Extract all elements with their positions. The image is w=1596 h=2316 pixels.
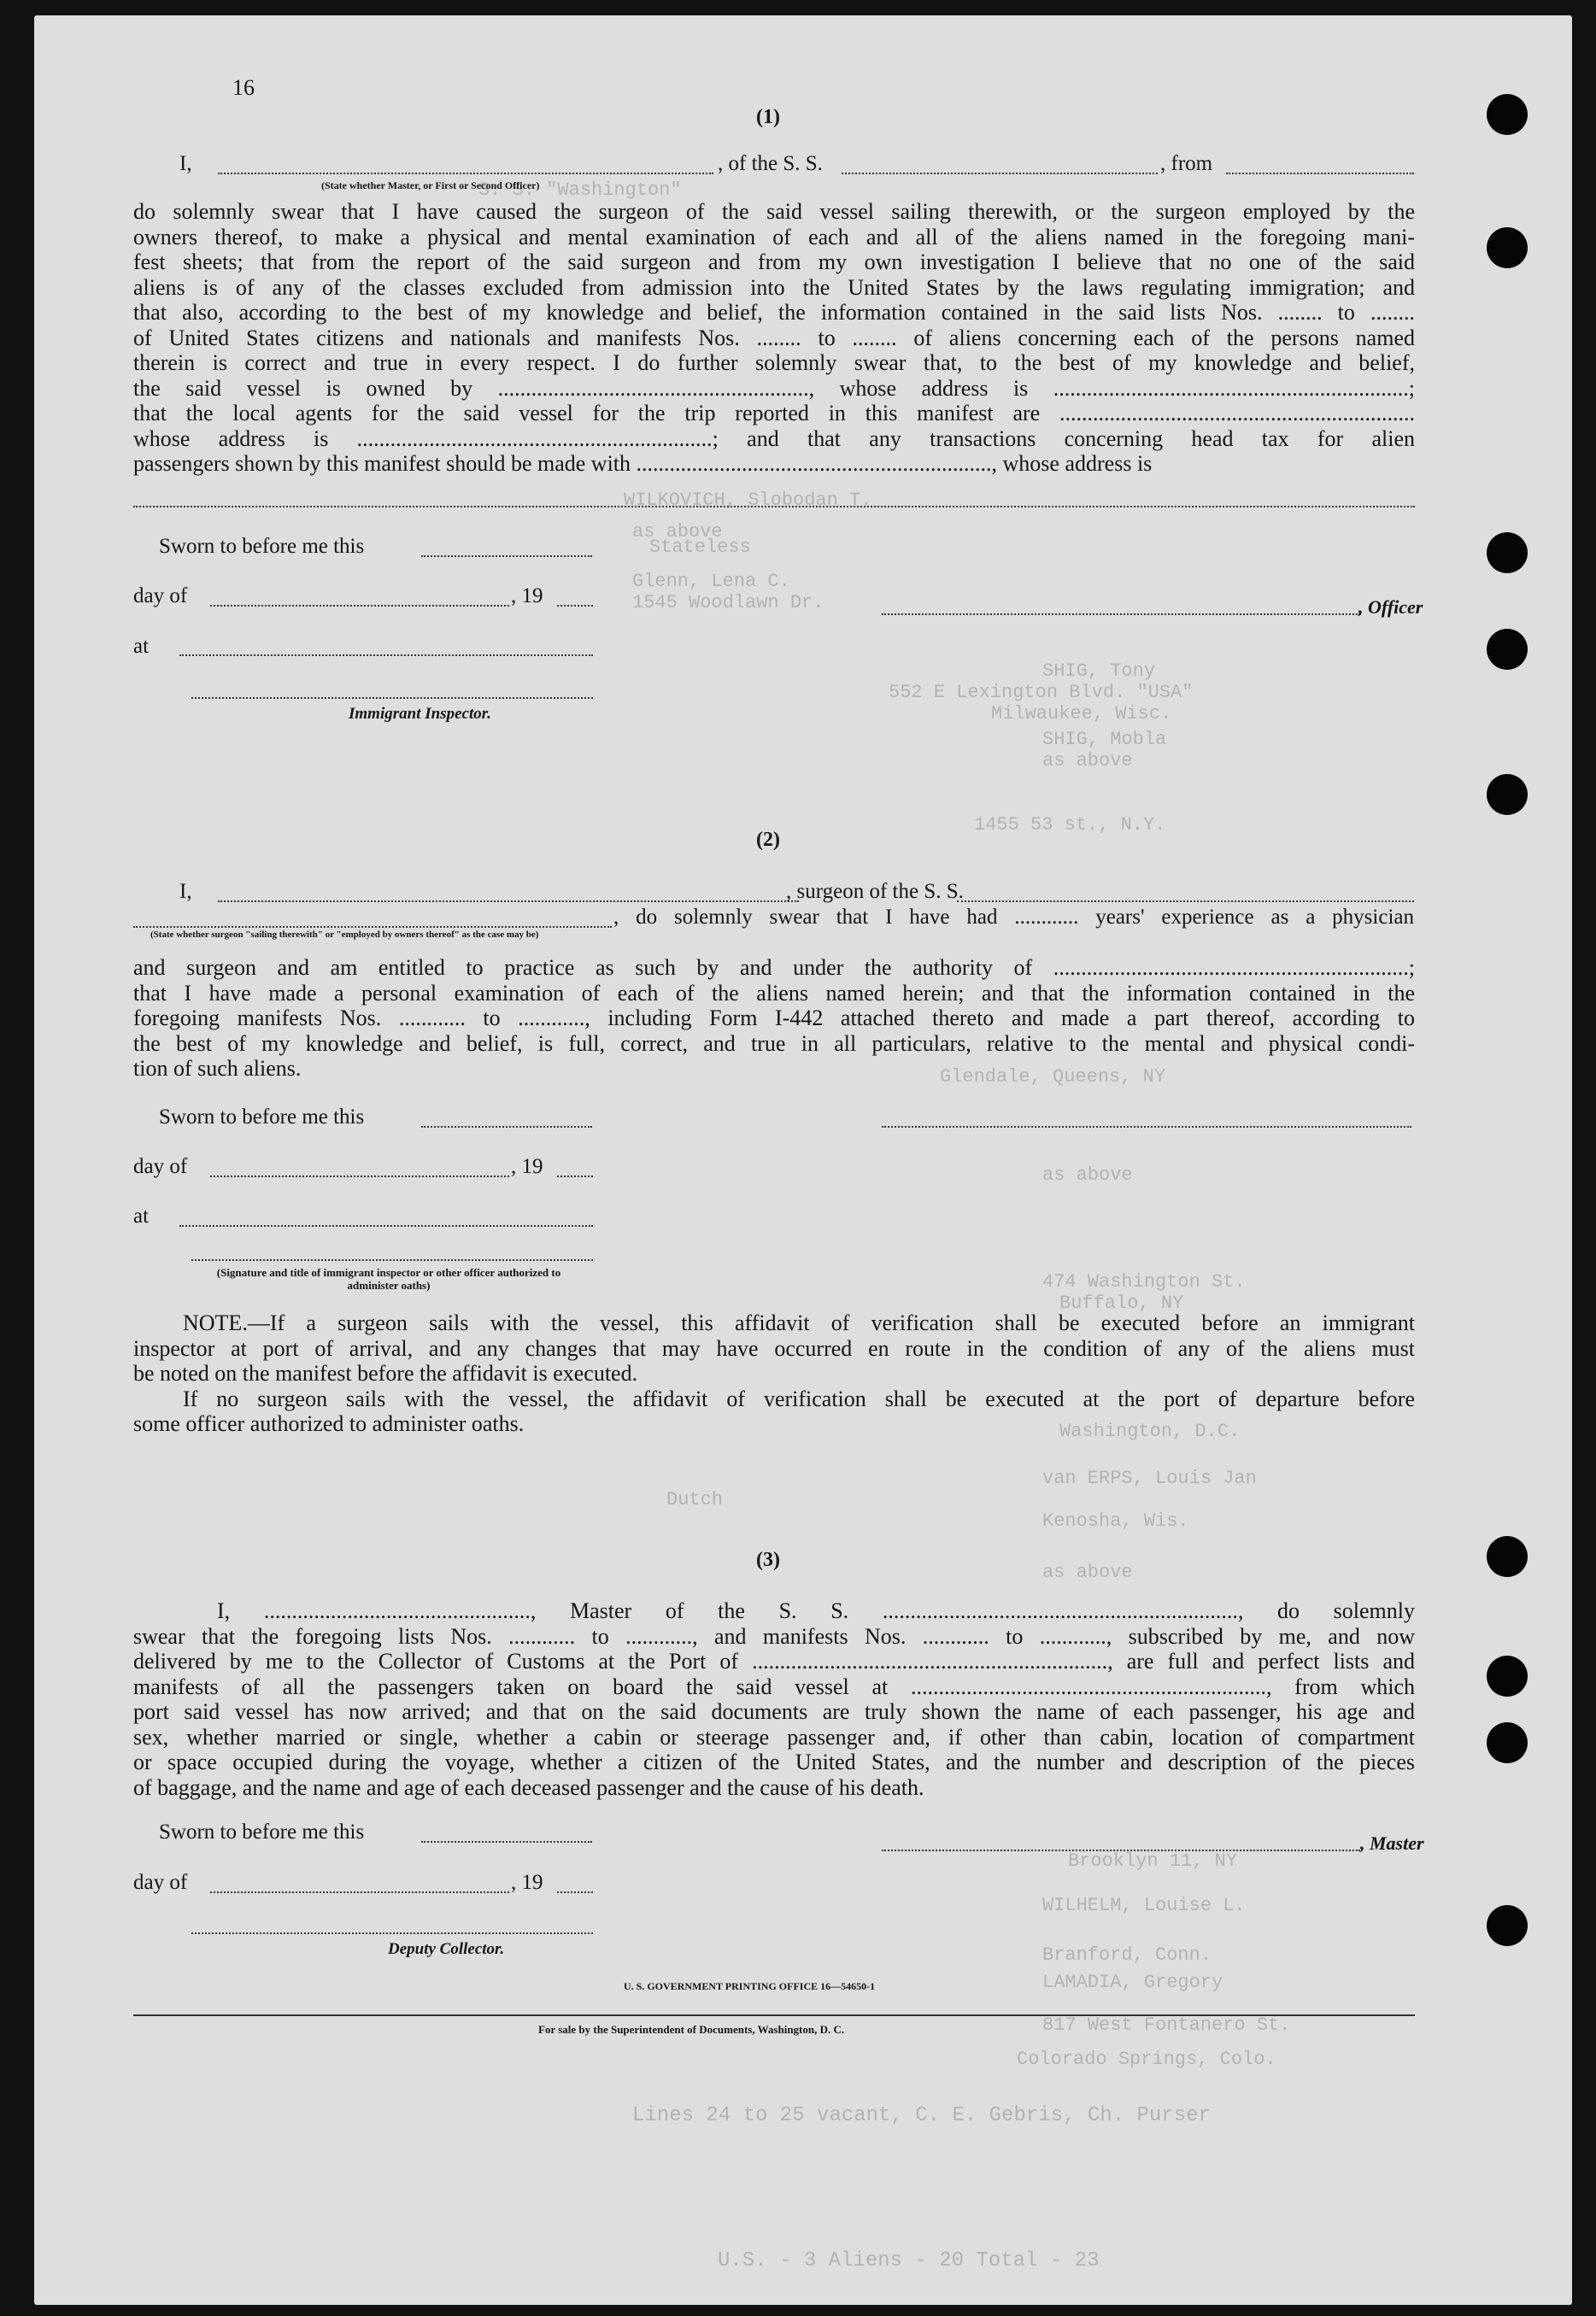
binder-hole <box>1487 1905 1528 1946</box>
bleed-through-text: Stateless <box>649 536 751 558</box>
day-of-label: day of <box>133 584 188 607</box>
bleed-through-text: U.S. - 3 Aliens - 20 Total - 23 <box>718 2249 1100 2272</box>
day-of-label: day of <box>133 1155 188 1178</box>
section2-i-label: I, <box>179 880 192 903</box>
bleed-through-text: as above <box>1042 1164 1133 1186</box>
section-number: (3) <box>756 1549 780 1571</box>
printing-office-line: U. S. GOVERNMENT PRINTING OFFICE 16—54650-1 <box>624 1980 876 1992</box>
bleed-through-text: 1545 Woodlawn Dr. <box>632 592 824 613</box>
inspector-caption: Immigrant Inspector. <box>349 705 491 723</box>
sworn-label: Sworn to before me this <box>159 1105 365 1129</box>
footer-rule <box>133 2014 1415 2016</box>
binder-hole <box>1487 94 1528 135</box>
from-label: , from <box>1160 152 1213 175</box>
page-number: 16 <box>232 75 255 100</box>
officer-signature-field[interactable] <box>191 1259 593 1261</box>
year-field[interactable] <box>557 1176 593 1177</box>
bleed-through-text: Glenn, Lena C. <box>632 571 790 592</box>
binder-hole <box>1487 1656 1528 1697</box>
officer-label: , Officer <box>1358 596 1423 618</box>
month-field[interactable] <box>210 605 509 607</box>
bleed-through-text: Branford, Conn. <box>1042 1944 1212 1966</box>
surgeon-status-caption: (State whether surgeon "sailing therewith" or "employed by owners thereof" as the case may be) <box>150 929 539 940</box>
sworn-day-field[interactable] <box>421 1126 592 1128</box>
of-ss-label: , of the S. S. <box>718 152 823 175</box>
bleed-through-text: van ERPS, Louis Jan <box>1042 1468 1257 1489</box>
surgeon-signature-field[interactable] <box>882 1126 1411 1128</box>
collector-signature-field[interactable] <box>191 1932 593 1934</box>
bleed-through-text: LAMADIA, Gregory <box>1042 1972 1223 1993</box>
sworn-day-field[interactable] <box>421 555 592 557</box>
surgeon-name-field[interactable] <box>133 926 612 928</box>
rank-field-caption: (State whether Master, or First or Second Officer) <box>321 179 540 191</box>
year-label: , 19 <box>511 584 543 607</box>
bleed-through-text: Brooklyn 11, NY <box>1068 1850 1238 1872</box>
place-field[interactable] <box>179 654 593 656</box>
section-number: (2) <box>756 829 780 851</box>
bleed-through-text: Kenosha, Wis. <box>1042 1510 1189 1532</box>
month-field[interactable] <box>210 1891 509 1893</box>
at-label: at <box>133 635 150 658</box>
sworn-label: Sworn to before me this <box>159 535 365 558</box>
bleed-through-text: 817 West Fontanero St. <box>1042 2014 1291 2036</box>
sworn-day-field[interactable] <box>421 1841 592 1843</box>
bleed-through-text: Washington, D.C. <box>1059 1421 1241 1442</box>
bleed-through-text: 474 Washington St. <box>1042 1271 1246 1293</box>
sale-notice: For sale by the Superintendent of Documents, Washington, D. C. <box>538 2023 845 2036</box>
bleed-through-text: SHIG, Tony <box>1042 660 1156 682</box>
signature-caption: (Signature and title of immigrant inspector or other officer authorized to administer oaths) <box>216 1266 561 1292</box>
binder-hole <box>1487 532 1528 573</box>
year-label: , 19 <box>511 1155 543 1178</box>
master-signature-field[interactable] <box>882 1850 1360 1851</box>
manifest-page <box>34 15 1572 2305</box>
officer-signature-field[interactable] <box>882 613 1360 615</box>
year-field[interactable] <box>557 605 593 607</box>
bleed-through-text: 552 E Lexington Blvd. "USA" <box>889 682 1194 703</box>
master-label: , Master <box>1360 1832 1424 1854</box>
surgeon-vessel-field[interactable] <box>957 900 1414 902</box>
section1-oath-text: do solemnly swear that I have caused the surgeon of the said vessel sailing therewith, or the surgeon employed by the owners thereof, to make a physical and mental examination of each and all of the aliens named in the foregoing mani- fest sheets; that from the report of the said surgeon and from my own investigation I believe that no one of the said aliens is of any of the classes excluded from admission into the United States by the laws regulating immigration; and that also, according to the best of my knowledge and belief, the information contained in the said lists Nos. ........ to ........ of United States citizens and nationals and manifests Nos. ........ to ........ of aliens concerning each of the persons named therein is correct and true in every respect. I do further solemnly swear that, to the best of my knowledge and belief, the said vessel is owned by ........................................................, whose address is ................................................................; that the local agents for the said vessel for the trip reported in this manifest are ................................................................ whose address is ................................................................; and that any transactions concerning head tax for alien passengers shown by this manifest should be made with ................................................................, whose address is <box>133 199 1415 476</box>
place-field[interactable] <box>179 1225 593 1227</box>
bleed-through-text: Lines 24 to 25 vacant, C. E. Gebris, Ch. Purser <box>632 2104 1211 2127</box>
year-field[interactable] <box>557 1891 593 1893</box>
binder-hole <box>1487 774 1528 815</box>
surgeon-note: NOTE.—If a surgeon sails with the vessel, this affidavit of verification shall be executed before an immigrant inspector at port of arrival, and any changes that may have occurred en route in the condition of any of the aliens must be noted on the manifest before the affidavit is executed. If no surgeon sails with the vessel, the affidavit of verification shall be executed at the port of departure before some officer authorized to administer oaths. <box>133 1310 1415 1436</box>
bleed-through-text: Buffalo, NY <box>1059 1293 1184 1314</box>
bleed-through-text: as above <box>632 521 723 542</box>
binder-hole <box>1487 227 1528 268</box>
bleed-through-text: WILKOVICH, Slobodan T. <box>624 490 872 511</box>
inspector-signature-field[interactable] <box>191 697 593 699</box>
bleed-through-text: Milwaukee, Wisc. <box>991 703 1172 724</box>
bleed-through-text: 1455 53 st., N.Y. <box>974 814 1166 836</box>
section1-i-label: I, <box>179 152 192 175</box>
collector-caption: Deputy Collector. <box>388 1940 505 1958</box>
section3-oath-text: I, ................................................, Master of the S. S. ................................................................, do solemnly swear that the foregoing lists Nos. ............ to ............, and manifests Nos. ............ to ............, subscribed by me, and now delivered by me to the Collector of Customs at the Port of ................................................................, are full and perfect lists and manifests of all the passengers taken on board the said vessel at ................................................................, from which port said vessel has now arrived; and that on the said documents are truly shown the name of each passenger, his age and sex, whether married or single, whether a cabin or steerage passenger and, if other than cabin, location of compartment or space occupied during the voyage, whether a citizen of the United States, and the number and description of the pieces of baggage, and the name and age of each deceased passenger and the cause of his death. <box>133 1598 1415 1800</box>
surgeon-ss-label: , surgeon of the S. S. <box>786 880 964 903</box>
bleed-through-text: Glendale, Queens, NY <box>940 1066 1166 1088</box>
bleed-through-text: as above <box>1042 1562 1133 1583</box>
month-field[interactable] <box>210 1176 509 1177</box>
at-label: at <box>133 1205 150 1228</box>
binder-hole <box>1487 1536 1528 1577</box>
vessel-name-field[interactable] <box>842 173 1158 174</box>
from-port-field[interactable] <box>1226 173 1414 174</box>
section-number: (1) <box>756 106 780 128</box>
address-field[interactable] <box>133 506 1415 507</box>
bleed-through-text: Dutch <box>666 1489 724 1510</box>
rank-field[interactable] <box>218 173 713 174</box>
binder-hole <box>1487 1722 1528 1763</box>
bleed-through-text: S. S. "Washington" <box>478 179 682 201</box>
surgeon-status-field[interactable] <box>218 900 799 902</box>
experience-line: , do solemnly swear that I have had ............ years' experience as a physician <box>613 906 1414 929</box>
bleed-through-text: WILHELM, Louise L. <box>1042 1895 1246 1916</box>
day-of-label: day of <box>133 1871 188 1894</box>
bleed-through-text: SHIG, Mobla <box>1042 729 1167 750</box>
section2-oath-text: and surgeon and am entitled to practice as such by and under the authority of ................................................................; that I have made a personal examination of each of the aliens named herein; and that the information contained in the foregoing manifests Nos. ............ to ............, including Form I-442 attached thereto and made a part thereof, according to the best of my knowledge and belief, is full, correct, and true in all particulars, relative to the mental and physical condi- tion of such aliens. <box>133 955 1415 1081</box>
year-label: , 19 <box>511 1871 543 1894</box>
binder-hole <box>1487 629 1528 670</box>
bleed-through-text: as above <box>1042 750 1133 771</box>
bleed-through-text: Colorado Springs, Colo. <box>1017 2049 1276 2070</box>
sworn-label: Sworn to before me this <box>159 1821 365 1844</box>
